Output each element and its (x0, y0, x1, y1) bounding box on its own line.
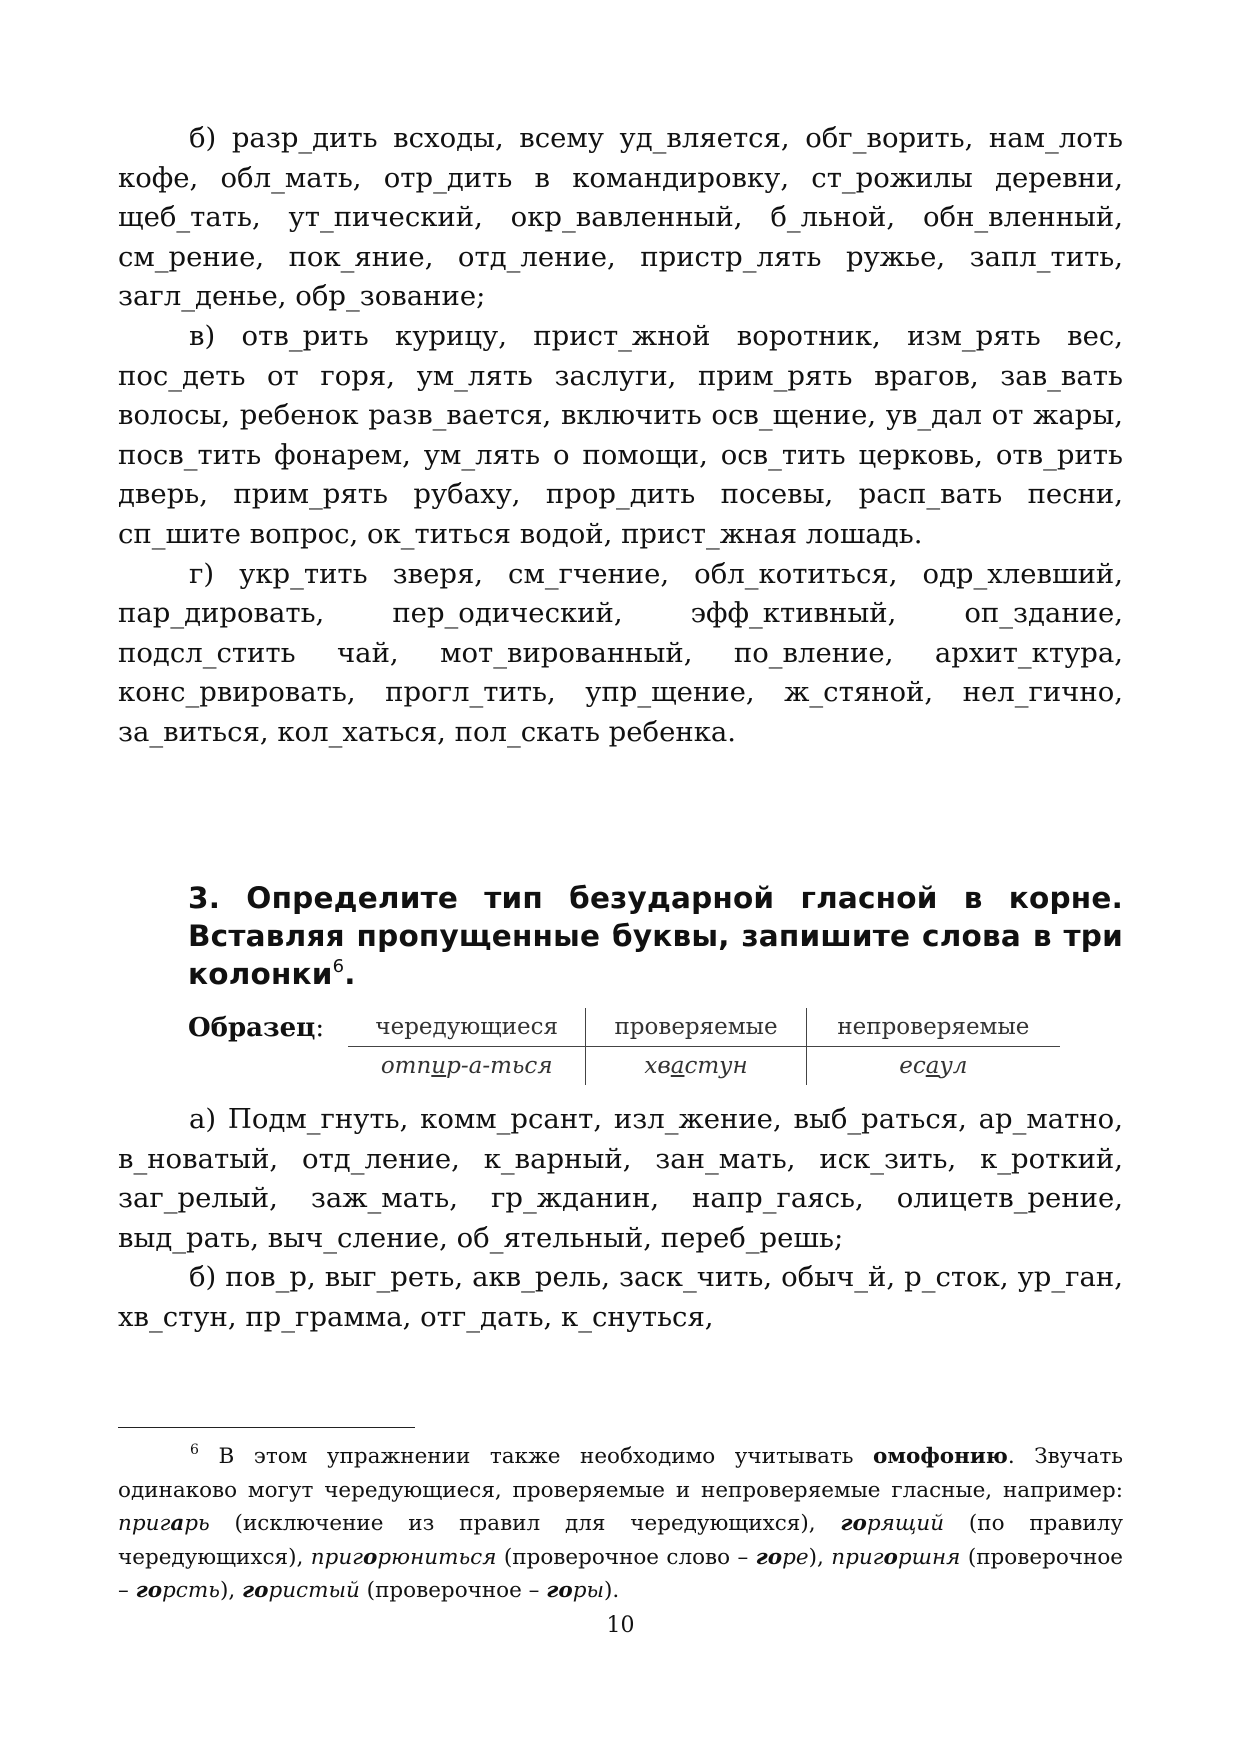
word-part: ре (782, 1544, 809, 1570)
exercise-2-item-v: в) отв_рить курицу, прист_жной воротник, изм_рять вес, пос_деть от горя, ум_лять заслуги, прим_рять врагов, зав_вать волосы, ребенок разв_вается, включить осв_щение, ув_дал от жары, посв_тить фонарем, ум_лять о помощи, осв_тить церковь, отв_рить дверь, прим_рять рубаху, прор_дить посевы, расп_вать песни, сп_шите вопрос, ок_титься водой, прист_жная лошадь. (118, 319, 1123, 550)
word-part: го (242, 1578, 269, 1603)
word-part: приг (831, 1544, 884, 1570)
word-part: ристый (268, 1578, 360, 1603)
footnote-text: (проверочное слово – (496, 1544, 756, 1570)
footnote-term: омофонию (873, 1444, 1008, 1469)
sample-label-colon: : (315, 1013, 325, 1043)
footnote-text: (проверочное – (118, 1544, 1123, 1603)
exercise-3-item-a: а) Подм_гнуть, комм_рсант, изл_жение, выб_раться, ар_матно, в_новатый, отд_ление, к_варный, зан_мать, иск_зить, к_роткий, заг_релый, заж_мать, гр_жданин, напр_гаясь, олицетв_рение, выд_рать, выч_сление, об_ятельный, переб_решь; (118, 1103, 1123, 1254)
footnote-word (118, 1511, 210, 1536)
sample-label (188, 1013, 324, 1043)
word-part: рь (184, 1511, 210, 1536)
column-header-alternating: чередующиеся (348, 1008, 586, 1047)
exercise-2-continued (118, 119, 1123, 753)
exercise-3-item-b: б) пов_р, выг_реть, акв_рель, заск_чить, обыч_й, р_сток, ур_ган, хв_стун, пр_грамма, отг_дать, к_снуться, (118, 1261, 1123, 1333)
word-part: го (135, 1578, 163, 1603)
word-part: го (840, 1511, 867, 1536)
sample-label-text: Образец (188, 1013, 316, 1043)
example-checkable: хвастун (586, 1047, 806, 1086)
footnote (118, 1440, 1123, 1608)
footnote-text: (исключение из правил для чередующихся), (209, 1511, 841, 1536)
exercise-2-item-b: б) разр_дить всходы, всему уд_вляется, обг_ворить, нам_лоть кофе, обл_мать, отр_дить в командировку, ст_рожилы деревни, щеб_тать, ут_пический, окр_вавленный, б_льной, обн_вленный, см_рение, пок_яние, отд_ление, пристр_лять ружье, запл_тить, загл_денье, обр_зование; (118, 122, 1123, 313)
sample-table (348, 1008, 1060, 1085)
footnote-text: (по правилу чередующихся), (118, 1511, 1124, 1570)
footnote-reference: 6 (332, 956, 345, 977)
column-header-uncheckable: непроверяемые (806, 1008, 1060, 1047)
footnote-word (831, 1545, 960, 1570)
footnote-text: В этом упражнении также необходимо учитывать (218, 1444, 874, 1469)
word-part: рящий (866, 1511, 945, 1536)
footnote-word (136, 1578, 220, 1603)
word-part: рсть (162, 1578, 220, 1603)
footnote-text: ), (219, 1578, 242, 1603)
sample-table-example-row (348, 1047, 1060, 1086)
word-part: о (363, 1544, 378, 1570)
footnote-text: . Звучать одинаково могут чередующиеся, проверяемые и непроверяемые гласные, например: (118, 1444, 1123, 1503)
footnote-mark: 6 (190, 1442, 199, 1458)
word-part: рюниться (377, 1544, 497, 1570)
exercise-3-heading-text: 3. Определите тип безударной гласной в корне. Вставляя пропущенные буквы, запишите слова в три колонки (188, 881, 1123, 991)
word-part: ры (572, 1578, 604, 1603)
footnote-text: (проверочное – (359, 1578, 547, 1603)
example-alternating: отпир-а-ться (348, 1047, 586, 1086)
word-part: го (755, 1544, 783, 1570)
word-part: приг (310, 1544, 364, 1570)
footnote-text: ). (604, 1578, 620, 1603)
exercise-3-items (118, 1100, 1123, 1338)
footnote-divider (118, 1427, 415, 1428)
word-part: а (170, 1511, 185, 1536)
word-part: ршня (897, 1544, 961, 1570)
exercise-3-heading-end: . (344, 957, 356, 991)
footnote-word (546, 1578, 604, 1603)
footnote-word (242, 1578, 360, 1603)
footnote-word (311, 1545, 497, 1570)
column-header-checkable: проверяемые (586, 1008, 806, 1047)
sample-table-header-row (348, 1008, 1060, 1047)
word-part: го (546, 1578, 573, 1603)
example-uncheckable: есаул (899, 1053, 968, 1079)
word-part: приг (118, 1511, 171, 1536)
word-part: о (883, 1544, 898, 1570)
footnote-word (756, 1545, 809, 1570)
exercise-3-heading (188, 879, 1123, 993)
exercise-2-item-g: г) укр_тить зверя, см_гчение, обл_котиться, одр_хлевший, пар_дировать, пер_одический, эфф_ктивный, оп_здание, подсл_стить чай, мот_вированный, по_вление, архит_ктура, конс_рвировать, прогл_тить, упр_щение, ж_стяной, нел_гично, за_виться, кол_хаться, пол_скать ребенка. (118, 557, 1123, 748)
footnote-word (840, 1511, 944, 1536)
footnote-text: ), (808, 1544, 832, 1570)
page-number: 10 (606, 1613, 635, 1638)
